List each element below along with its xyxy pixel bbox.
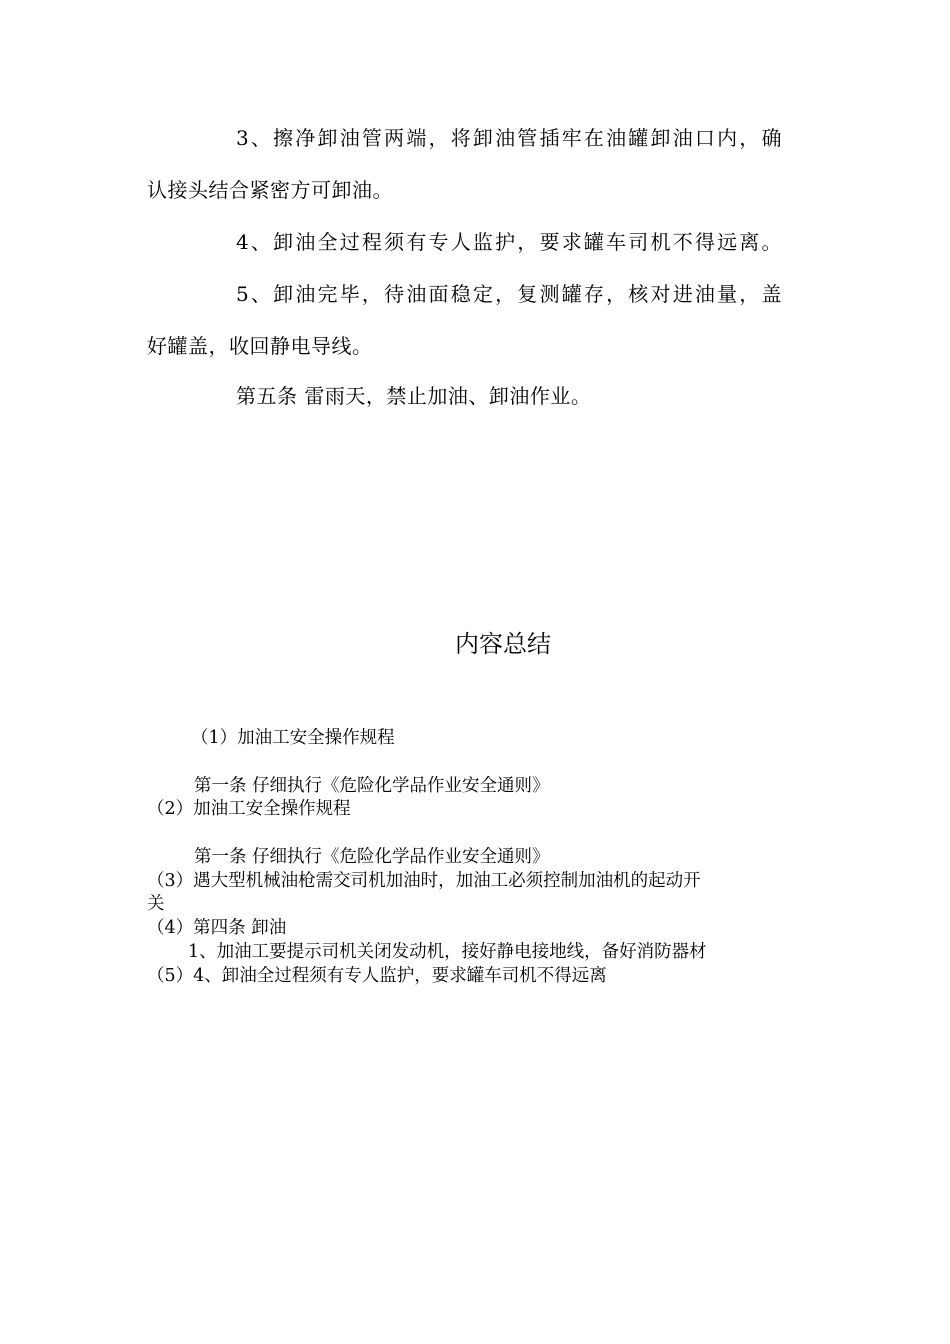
- summary-item-3-continued: 关: [147, 894, 165, 914]
- summary-item-3: （3）遇大型机械油枪需交司机加油时，加油工必须控制加油机的起动开: [147, 871, 701, 891]
- body-paragraph-3-line-1: 3、擦净卸油管两端，将卸油管插牢在油罐卸油口内，确: [236, 126, 782, 150]
- body-paragraph-5-line-1: 5、卸油完毕，待油面稳定，复测罐存，核对进油量，盖: [236, 282, 782, 306]
- summary-title: 内容总结: [455, 630, 551, 658]
- summary-item-4: （4）第四条 卸油: [147, 918, 287, 938]
- summary-item-5: （5）4、卸油全过程须有专人监护，要求罐车司机不得远离: [147, 966, 607, 986]
- summary-item-4-detail: 1、加油工要提示司机关闭发动机，接好静电接地线，备好消防器材: [188, 942, 707, 962]
- summary-item-2: （2）加油工安全操作规程: [147, 799, 351, 819]
- summary-item-1-detail: 第一条 仔细执行《危险化学品作业安全通则》: [194, 776, 550, 796]
- body-paragraph-3-line-2: 认接头结合紧密方可卸油。: [147, 178, 393, 202]
- article-five: 第五条 雷雨天，禁止加油、卸油作业。: [236, 384, 592, 408]
- summary-item-1: （1）加油工安全操作规程: [191, 728, 395, 748]
- summary-item-2-detail: 第一条 仔细执行《危险化学品作业安全通则》: [194, 847, 550, 867]
- body-paragraph-5-line-2: 好罐盖，收回静电导线。: [147, 334, 373, 358]
- body-paragraph-4: 4、卸油全过程须有专人监护，要求罐车司机不得远离。: [236, 230, 782, 254]
